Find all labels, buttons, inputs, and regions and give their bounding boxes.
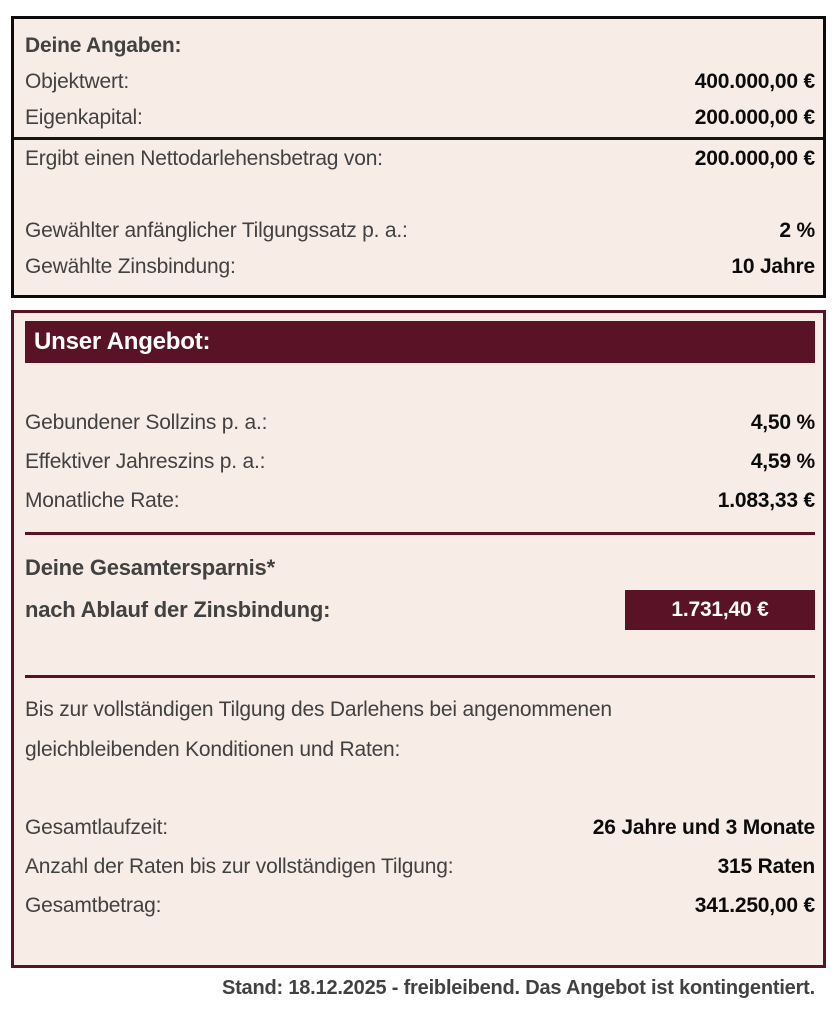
rate-row-sollzins [25,403,815,442]
input-row-label: Objektwert: [25,70,129,93]
input-row-objektwert [25,64,815,100]
note-line1: Bis zur vollständigen Tilgung des Darlehens bei angenommenen [25,698,612,721]
sum-divider [14,137,823,140]
totals-row-value: 26 Jahre und 3 Monate [592,815,815,839]
rate-row-label: Effektiver Jahreszins p. a.: [25,449,266,473]
totals-row-anzahl-raten [25,847,815,886]
section-divider [25,532,815,535]
input-row-eigenkapital [25,100,815,136]
totals-row-value: 315 Raten [717,854,815,878]
net-loan-row [25,141,815,177]
spacer [25,770,815,808]
choice-row-zinsbindung [25,249,815,285]
input-row-value: 400.000,00 € [694,70,815,93]
savings-title-line2: nach Ablauf der Zinsbindung: [25,597,331,622]
savings-title-line1: Deine Gesamtersparnis* [25,555,275,580]
choice-row-label: Gewählter anfänglicher Tilgungssatz p. a.: [25,219,408,242]
footer-note: Stand: 18.12.2025 - freibleibend. Das Angebot ist kontingentiert. [221,977,815,999]
totals-row-label: Gesamtbetrag: [25,893,162,917]
spacer [25,177,815,213]
totals-row-gesamtbetrag [25,886,815,925]
input-row-label: Eigenkapital: [25,106,143,129]
inputs-title-row [25,28,815,64]
offer-header [25,321,815,363]
net-loan-value: 200.000,00 € [694,147,815,170]
note-line2: gleichbleibenden Konditionen und Raten: [25,738,401,761]
section-divider [25,675,815,678]
choice-row-value: 2 % [779,219,815,242]
offer-title: Unser Angebot: [34,328,211,355]
savings-title-line2-row [25,589,815,631]
totals-row-label: Gesamtlaufzeit: [25,815,168,839]
offer-box [11,310,826,968]
rate-row-value: 4,50 % [750,410,815,434]
net-loan-label: Ergibt einen Nettodarlehensbetrag von: [25,147,383,170]
choice-row-value: 10 Jahre [731,255,815,278]
rate-row-value: 4,59 % [750,449,815,473]
rate-row-label: Monatliche Rate: [25,488,180,512]
rate-row-label: Gebundener Sollzins p. a.: [25,410,268,434]
rate-row-jahreszins [25,442,815,481]
choice-row-tilgungssatz [25,213,815,249]
totals-row-gesamtlaufzeit [25,808,815,847]
spacer [25,363,815,403]
totals-row-value: 341.250,00 € [694,893,815,917]
totals-row-label: Anzahl der Raten bis zur vollständigen Tilgung: [25,854,454,878]
inputs-box [11,16,826,298]
choice-row-label: Gewählte Zinsbindung: [25,255,236,278]
inputs-title: Deine Angaben: [25,34,182,57]
savings-title-line1-row [25,547,815,589]
spacer [25,925,815,965]
rate-row-monatliche-rate [25,481,815,520]
rate-row-value: 1.083,33 € [717,488,815,512]
savings-badge: 1.731,40 € [625,590,815,630]
input-row-value: 200.000,00 € [694,106,815,129]
